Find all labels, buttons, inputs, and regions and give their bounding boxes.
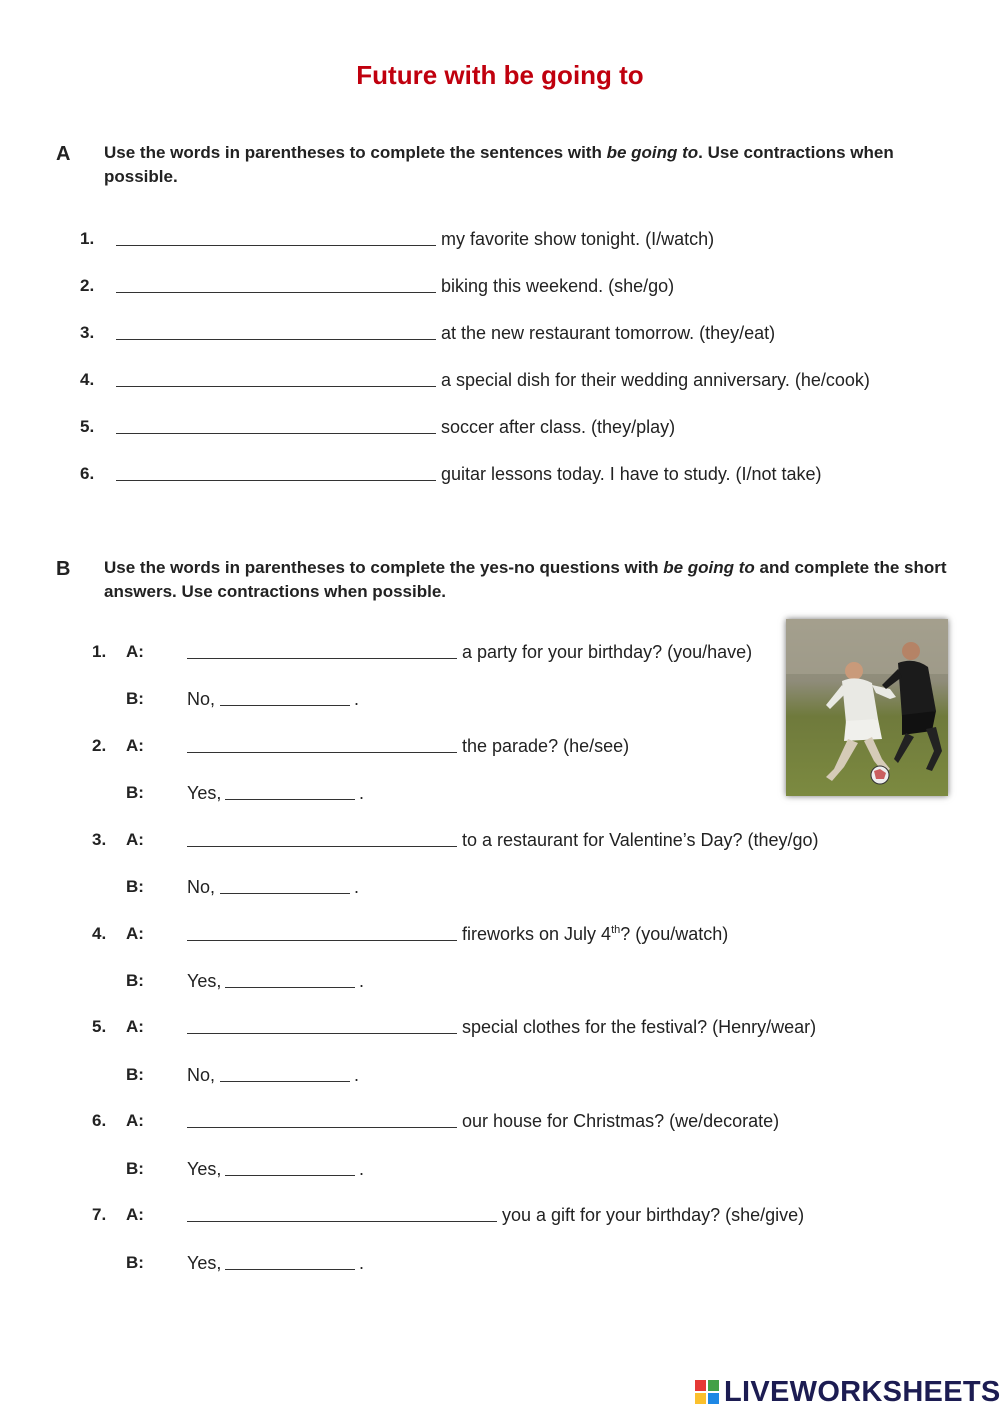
section-b-answer: [0, 875, 1000, 899]
answer-blank[interactable]: [220, 875, 350, 894]
item-text: a special dish for their wedding anniversary. (he/cook): [441, 370, 870, 390]
short-answer-start: No,: [187, 689, 216, 709]
item-number: 5.: [92, 1017, 107, 1036]
section-b-answer: [0, 969, 1000, 993]
section-b-instructions: [104, 556, 954, 604]
question-blank[interactable]: [187, 1203, 497, 1222]
section-b-question: [0, 1203, 1000, 1227]
speaker-b-label: B:: [126, 1065, 144, 1084]
section-a-item: [0, 227, 1000, 251]
short-answer-end: .: [354, 689, 360, 709]
short-answer-start: No,: [187, 877, 216, 897]
question-text: you a gift for your birthday? (she/give): [502, 1205, 805, 1225]
short-answer-end: .: [359, 971, 365, 991]
question-blank[interactable]: [187, 1109, 457, 1128]
section-b-answer: [0, 1063, 1000, 1087]
question-text: special clothes for the festival? (Henry/wear): [462, 1017, 817, 1037]
question-text: to a restaurant for Valentine’s Day? (they/go): [462, 830, 819, 850]
section-b-answer: [0, 1251, 1000, 1275]
speaker-a-label: A:: [126, 1205, 144, 1224]
answer-blank[interactable]: [116, 321, 436, 340]
item-number: 7.: [92, 1205, 107, 1224]
item-number: 3.: [92, 830, 107, 849]
answer-blank[interactable]: [220, 687, 350, 706]
item-text: my favorite show tonight. (I/watch): [441, 229, 715, 249]
section-b-letter: B: [56, 558, 71, 580]
section-a-instructions: [104, 141, 954, 189]
question-text-pre: fireworks on July 4: [462, 924, 612, 944]
section-a-item: [0, 368, 1000, 392]
item-number: 1.: [92, 642, 107, 661]
page-title: Future with be going to: [356, 60, 644, 90]
item-text: biking this weekend. (she/go): [441, 276, 675, 296]
item-number: 6.: [80, 464, 95, 483]
answer-blank[interactable]: [116, 227, 436, 246]
question-blank[interactable]: [187, 828, 457, 847]
item-number: 6.: [92, 1111, 107, 1130]
question-superscript: th: [611, 924, 621, 936]
section-b-question: [0, 1109, 1000, 1133]
speaker-a-label: A:: [126, 736, 144, 755]
section-b-instructions-end: and complete the short answers. Use contractions when possible.: [104, 558, 947, 601]
section-a-instructions-end: . Use contractions when possible.: [104, 143, 894, 186]
answer-blank[interactable]: [116, 462, 436, 481]
item-text: soccer after class. (they/play): [441, 417, 676, 437]
logo-text: LIVEWORKSHEETS: [724, 1375, 1000, 1408]
speaker-a-label: A:: [126, 642, 144, 661]
short-answer-start: No,: [187, 1065, 216, 1085]
section-a-item: [0, 415, 1000, 439]
item-number: 2.: [92, 736, 107, 755]
short-answer-start: Yes,: [187, 1159, 222, 1179]
short-answer-start: Yes,: [187, 783, 222, 803]
question-text-post: ? (you/watch): [620, 924, 729, 944]
section-b-instructions-text: Use the words in parentheses to complete the yes-no questions with: [104, 558, 664, 577]
item-number: 1.: [80, 229, 95, 248]
section-b-question: [0, 828, 1000, 852]
question-blank[interactable]: [187, 640, 457, 659]
short-answer-end: .: [354, 1065, 360, 1085]
answer-blank[interactable]: [225, 1251, 355, 1270]
liveworksheets-logo[interactable]: [694, 1373, 1000, 1411]
question-text: a party for your birthday? (you/have): [462, 642, 753, 662]
answer-blank[interactable]: [225, 1157, 355, 1176]
question-blank[interactable]: [187, 922, 457, 941]
short-answer-end: .: [359, 1253, 365, 1273]
section-a-item: [0, 274, 1000, 298]
answer-blank[interactable]: [116, 274, 436, 293]
item-number: 3.: [80, 323, 95, 342]
question-text: the parade? (he/see): [462, 736, 630, 756]
item-number: 4.: [80, 370, 95, 389]
speaker-b-label: B:: [126, 971, 144, 990]
answer-blank[interactable]: [225, 969, 355, 988]
speaker-b-label: B:: [126, 689, 144, 708]
section-b-instructions-emphasis: be going to: [663, 558, 755, 577]
section-b-answer: [0, 1157, 1000, 1181]
short-answer-end: .: [359, 783, 365, 803]
speaker-b-label: B:: [126, 1159, 144, 1178]
short-answer-start: Yes,: [187, 971, 222, 991]
section-a-item: [0, 321, 1000, 345]
speaker-b-label: B:: [126, 877, 144, 896]
question-text: [462, 922, 728, 946]
speaker-a-label: A:: [126, 1017, 144, 1036]
section-a-letter: A: [56, 143, 71, 165]
question-text: our house for Christmas? (we/decorate): [462, 1111, 780, 1131]
section-b-question: [0, 922, 1000, 946]
question-blank[interactable]: [187, 734, 457, 753]
section-a-item: [0, 462, 1000, 486]
answer-blank[interactable]: [116, 368, 436, 387]
soccer-players-icon: [786, 619, 948, 796]
item-text: at the new restaurant tomorrow. (they/eat): [441, 323, 776, 343]
speaker-a-label: A:: [126, 830, 144, 849]
item-number: 4.: [92, 924, 107, 943]
speaker-a-label: A:: [126, 1111, 144, 1130]
speaker-b-label: B:: [126, 1253, 144, 1272]
short-answer-end: .: [359, 1159, 365, 1179]
item-text: guitar lessons today. I have to study. (I/not take): [441, 464, 822, 484]
speaker-b-label: B:: [126, 783, 144, 802]
liveworksheets-logo-icon: [694, 1379, 720, 1405]
answer-blank[interactable]: [225, 781, 355, 800]
soccer-photo: [786, 619, 948, 796]
section-a-instructions-emphasis: be going to: [606, 143, 699, 162]
short-answer-start: Yes,: [187, 1253, 222, 1273]
section-b-question: [0, 1015, 1000, 1039]
item-number: 5.: [80, 417, 95, 436]
speaker-a-label: A:: [126, 924, 144, 943]
question-blank[interactable]: [187, 1015, 457, 1034]
answer-blank[interactable]: [220, 1063, 350, 1082]
item-number: 2.: [80, 276, 95, 295]
section-a-instructions-text: Use the words in parentheses to complete the sentences with: [104, 143, 607, 162]
short-answer-end: .: [354, 877, 360, 897]
answer-blank[interactable]: [116, 415, 436, 434]
